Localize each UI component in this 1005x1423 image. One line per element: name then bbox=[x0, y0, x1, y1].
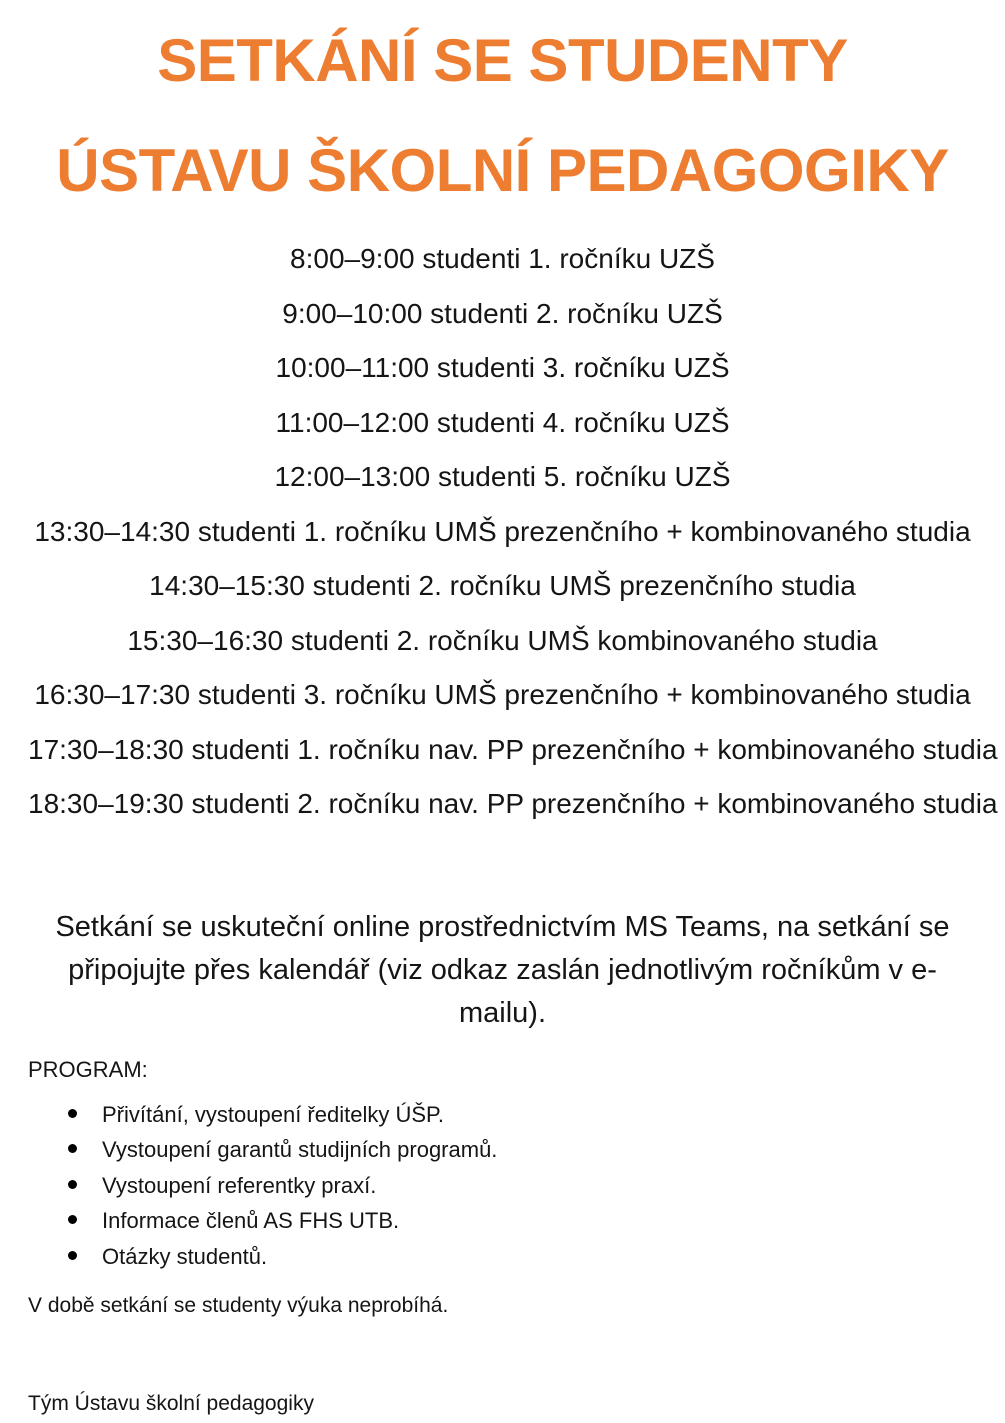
schedule-item: 18:30–19:30 studenti 2. ročníku nav. PP prezenčního + kombinovaného studia bbox=[28, 788, 998, 819]
schedule-item: 16:30–17:30 studenti 3. ročníku UMŠ prezenčního + kombinovaného studia bbox=[34, 679, 971, 710]
program-heading: PROGRAM: bbox=[28, 1056, 148, 1082]
bullet-icon bbox=[68, 1109, 77, 1118]
signature-text: Tým Ústavu školní pedagogiky bbox=[28, 1392, 314, 1415]
program-item-label: Přivítání, vystoupení ředitelky ÚŠP. bbox=[102, 1101, 444, 1127]
bullet-icon bbox=[68, 1215, 77, 1224]
schedule-item: 8:00–9:00 studenti 1. ročníku UZŠ bbox=[290, 243, 715, 274]
page-title-line-1: SETKÁNÍ SE STUDENTY bbox=[157, 27, 848, 94]
page-title bbox=[28, 6, 977, 226]
schedule-item: 17:30–18:30 studenti 1. ročníku nav. PP prezenčního + kombinovaného studia bbox=[28, 733, 998, 765]
page-title-line-2: ÚSTAVU ŠKOLNÍ PEDAGOGIKY bbox=[56, 137, 949, 204]
program-item-label: Informace členů AS FHS UTB. bbox=[102, 1208, 400, 1233]
schedule-item: 15:30–16:30 studenti 2. ročníku UMŠ kombinovaného studia bbox=[127, 624, 878, 656]
program-list-item bbox=[28, 1132, 977, 1168]
program-list-item bbox=[28, 1097, 977, 1133]
bullet-icon bbox=[68, 1180, 77, 1189]
program-item-label: Otázky studentů. bbox=[102, 1243, 268, 1269]
schedule-item: 10:00–11:00 studenti 3. ročníku UZŠ bbox=[275, 352, 730, 383]
bullet-icon bbox=[68, 1251, 77, 1260]
program-list-item bbox=[28, 1203, 977, 1239]
program-list-item bbox=[28, 1239, 977, 1275]
schedule-item: 13:30–14:30 studenti 1. ročníku UMŠ prezenčního + kombinovaného studia bbox=[34, 515, 971, 547]
schedule-item: 9:00–10:00 studenti 2. ročníku UZŠ bbox=[282, 297, 723, 329]
program-item-label: Vystoupení garantů studijních programů. bbox=[102, 1137, 498, 1162]
schedule-item: 11:00–12:00 studenti 4. ročníku UZŠ bbox=[275, 406, 730, 438]
program-list bbox=[28, 1097, 977, 1275]
meeting-info-paragraph: Setkání se uskuteční online prostřednictvím MS Teams, na setkání se připojujte přes kalendář (viz odkaz zaslán jednotlivým ročníkům v e-mailu). bbox=[55, 910, 950, 1029]
schedule-list bbox=[28, 232, 998, 832]
schedule-item: 12:00–13:00 studenti 5. ročníku UZŠ bbox=[274, 461, 731, 492]
note-text: V době setkání se studenty výuka neprobíhá. bbox=[28, 1294, 449, 1317]
program-item-label: Vystoupení referentky praxí. bbox=[102, 1172, 377, 1198]
program-list-item bbox=[28, 1168, 977, 1204]
schedule-item: 14:30–15:30 studenti 2. ročníku UMŠ prezenčního studia bbox=[149, 570, 856, 601]
bullet-icon bbox=[68, 1144, 77, 1153]
